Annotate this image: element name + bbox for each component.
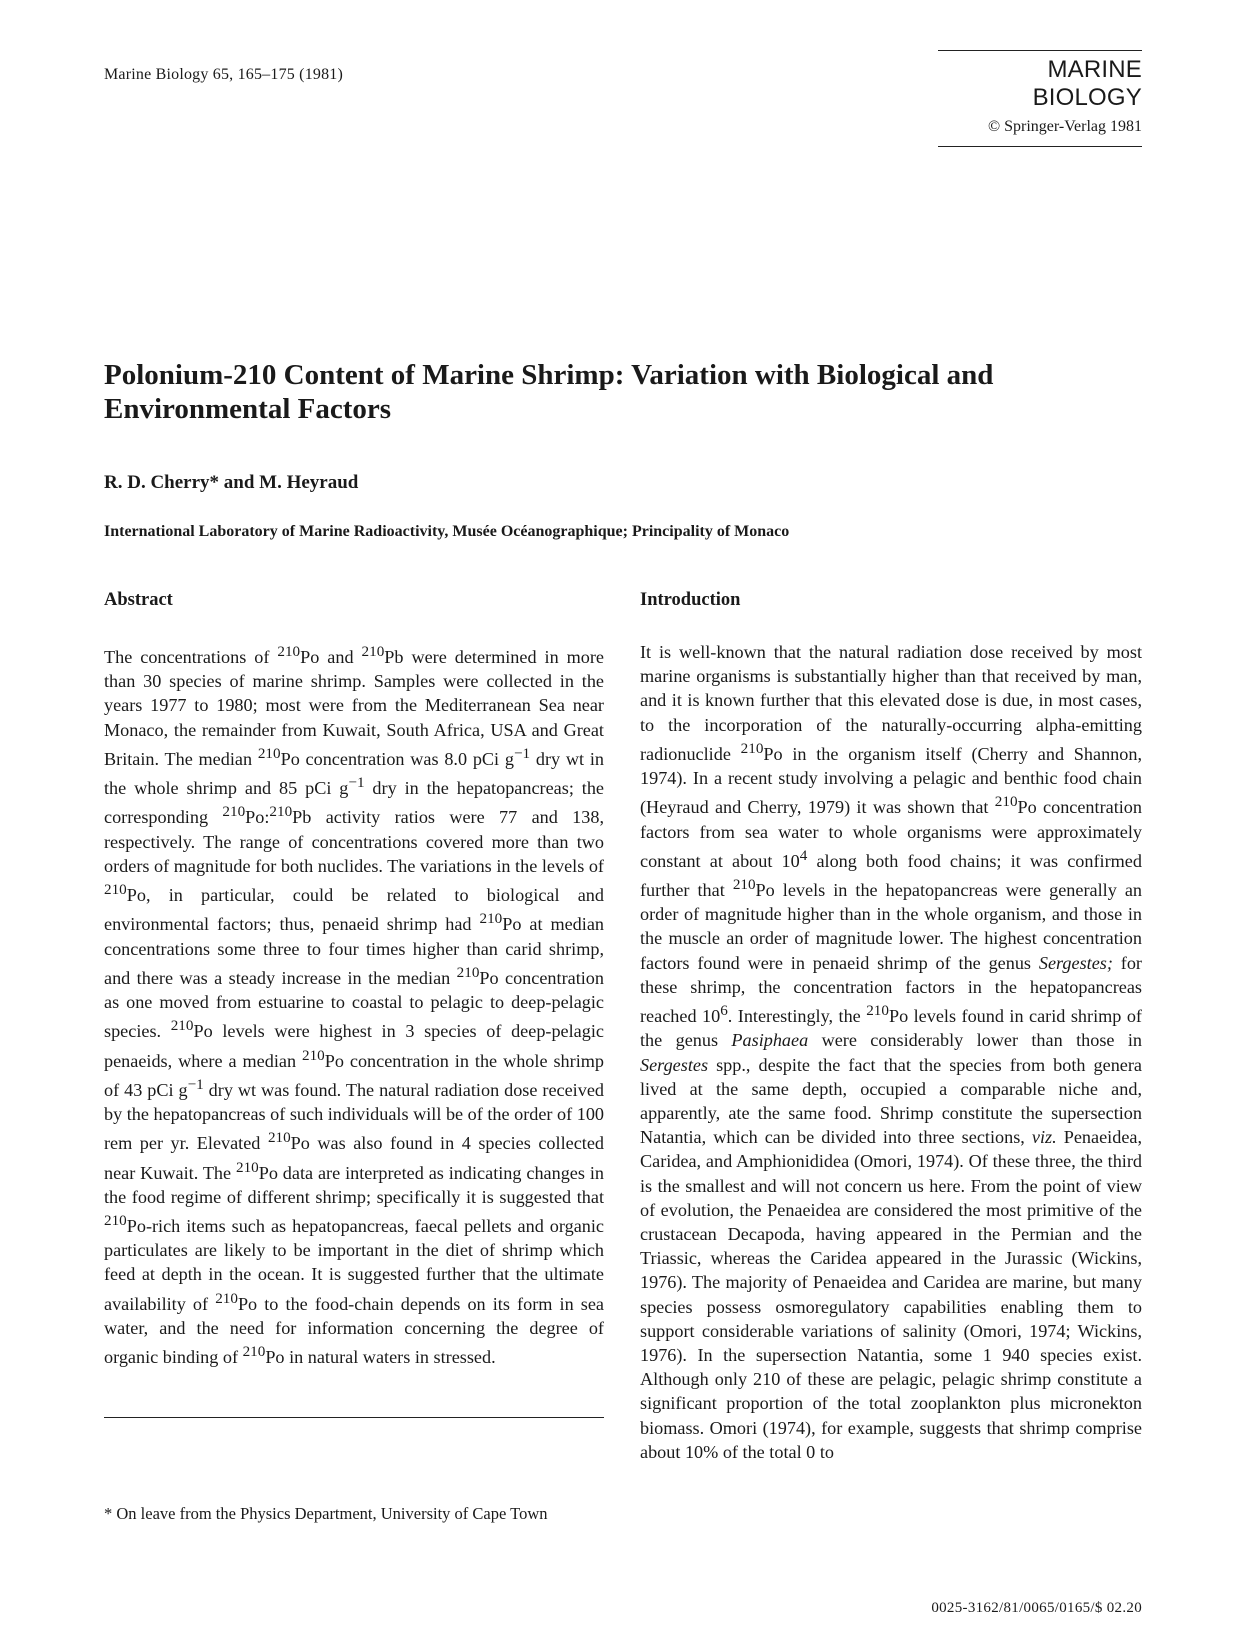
- publisher-copyright: © Springer-Verlag 1981: [987, 118, 1142, 135]
- footnote-divider: [104, 1417, 604, 1418]
- introduction-text: It is well-known that the natural radiation dose received by most marine organisms is substantially higher than that received by man, and it is known further that this elevated dose is due, in most cases, to the incorporation of the naturally-occurring alpha-emitting radionuclide $^{210}$Po in the organism itself (Cherry and Shannon, 1974). In a recent study involving a pelagic and benthic food chain (Heyraud and Cherry, 1979) it was shown that $^{210}$Po concentration factors from sea water to whole organisms were approximately constant at about $10^4$ along both food chains; it was confirmed further that $^{210}$Po levels in the hepatopancreas were generally an order of magnitude higher than in the whole organism, and those in the muscle an order of magnitude lower. The highest concentration factors found were in penaeid shrimp of the genus Sergestes; for these shrimp, the concentration factors in the hepatopancreas reached $10^6$. Interestingly, the $^{210}$Po levels found in carid shrimp of the genus Pasiphaea were considerably lower than those in Sergestes spp., despite the fact that the species from both genera lived at the same depth, occupied a comparable niche and, apparently, ate the same food. Shrimp constitute the supersection Natantia, which can be divided into three sections, viz. Penaeidea, Caridea, and Amphionididea (Omori, 1974). Of these three, the third is the smallest and will not concern us here. From the point of view of evolution, the Penaeidea are considered the most primitive of the crustacean Decapoda, having appeared in the Permian and the Triassic, whereas the Caridea appeared in the Jurassic (Wickins, 1976). The majority of Penaeidea and Caridea are marine, but many species possess osmoregulatory capabilities enabling them to support considerable variations of salinity (Omori, 1974; Wickins, 1976). In the supersection Natantia, some 1 940 species exist. Although only 210 of these are pelagic, pelagic shrimp constitute a significant proportion of the total zooplankton plus micronekton biomass. Omori (1974), for example, suggests that shrimp comprise about 10% of the total 0 to: [640, 642, 1143, 1462]
- author-footnote: * On leave from the Physics Department, University of Cape Town: [104, 1504, 548, 1523]
- masthead-bottom-rule: [938, 146, 1142, 147]
- article-authors: R. D. Cherry* and M. Heyraud: [104, 472, 359, 493]
- introduction-heading: Introduction: [640, 590, 741, 610]
- journal-masthead: [938, 50, 1142, 147]
- issn-code: 0025-3162/81/0065/0165/$ 02.20: [931, 1600, 1142, 1616]
- abstract-heading: Abstract: [104, 590, 173, 610]
- article-title: Polonium-210 Content of Marine Shrimp: Variation with Biological and Environmental Factors: [104, 359, 994, 425]
- journal-citation: Marine Biology 65, 165–175 (1981): [104, 66, 344, 83]
- author-affiliation: International Laboratory of Marine Radioactivity, Musée Océanographique; Principality of Monaco: [104, 523, 790, 540]
- abstract-text: The concentrations of $^{210}$Po and $^{210}$Pb were determined in more than 30 species of marine shrimp. Samples were collected in the years 1977 to 1980; most were from the Mediterranean Sea near Monaco, the remainder from Kuwait, South Africa, USA and Great Britain. The median $^{210}$Po concentration was 8.0 pCi $g^{-1}$ dry wt in the whole shrimp and 85 pCi $g^{-1}$ dry in the hepatopancreas; the corresponding $^{210}$Po:$^{210}$Pb activity ratios were 77 and 138, respectively. The range of concentrations covered more than two orders of magnitude for both nuclides. The variations in the levels of $^{210}$Po, in particular, could be related to biological and environmental factors; thus, penaeid shrimp had $^{210}$Po at median concentrations some three to four times higher than carid shrimp, and there was a steady increase in the median $^{210}$Po concentration as one moved from estuarine to coastal to pelagic to deep-pelagic species. $^{210}$Po levels were highest in 3 species of deep-pelagic penaeids, where a median $^{210}$Po concentration in the whole shrimp of 43 pCi $g^{-1}$ dry wt was found. The natural radiation dose received by the hepatopancreas of such individuals will be of the order of 100 rem per yr. Elevated $^{210}$Po was also found in 4 species collected near Kuwait. The $^{210}$Po data are interpreted as indicating changes in the food regime of different shrimp; specifically it is suggested that $^{210}$Po-rich items such as hepatopancreas, faecal pellets and organic particulates are likely to be important in the diet of shrimp which feed at depth in the ocean. It is suggested further that the ultimate availability of $^{210}$Po to the food-chain depends on its form in sea water, and the need for information concerning the degree of organic binding of $^{210}$Po in natural waters in stressed.: [104, 643, 605, 1368]
- masthead-top-rule: [938, 50, 1142, 51]
- journal-name: MARINE BIOLOGY: [1032, 56, 1142, 111]
